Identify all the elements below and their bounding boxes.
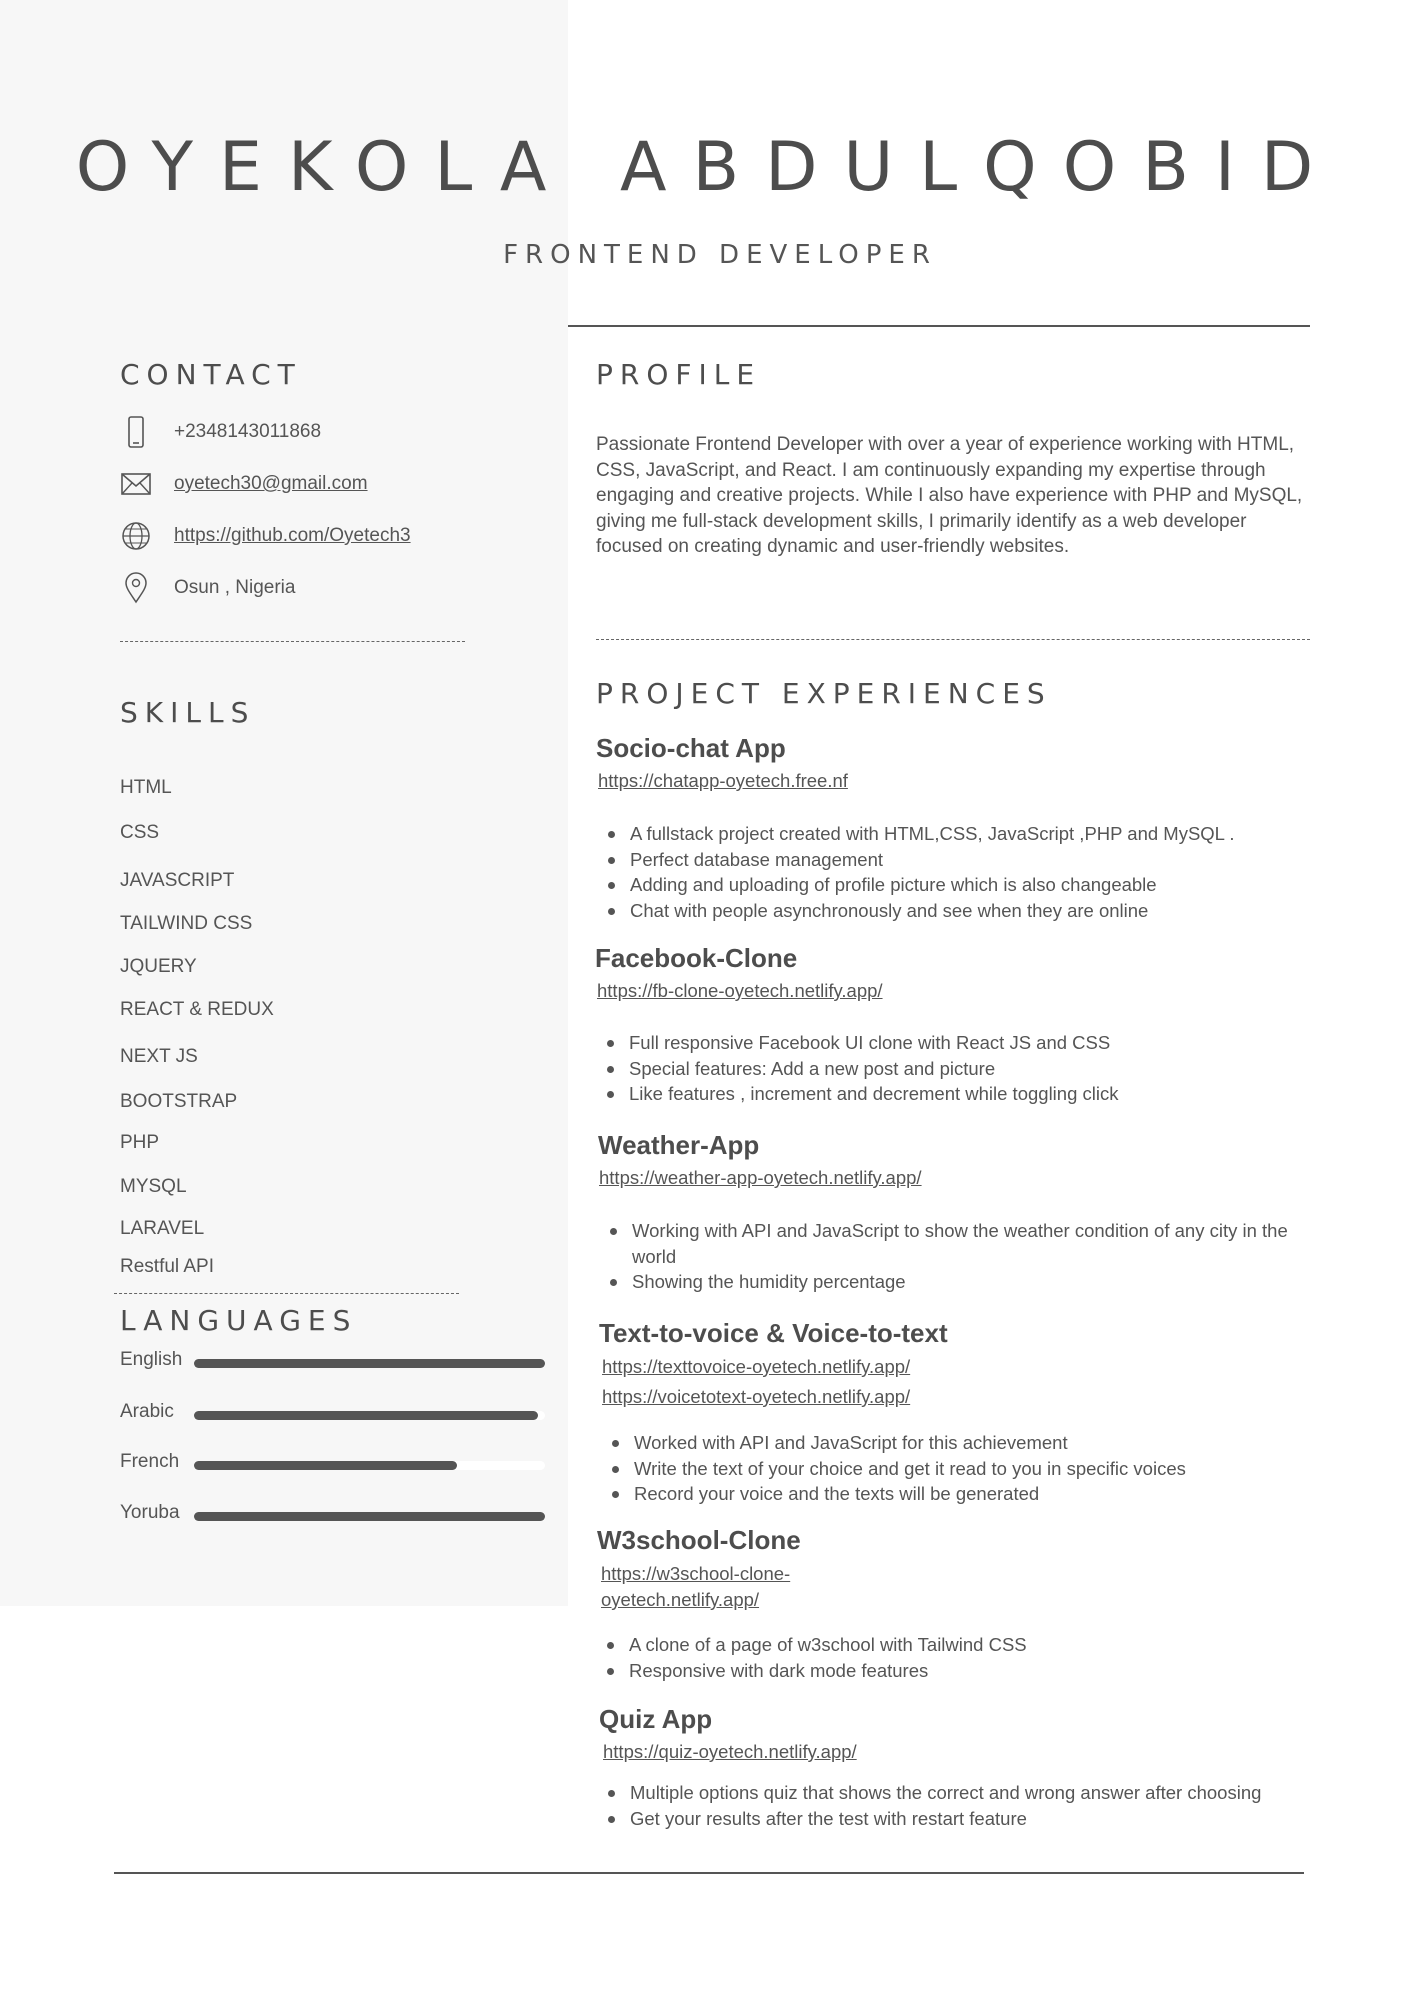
list-item: Chat with people asynchronously and see when they are online (606, 898, 1306, 924)
profile-summary: Passionate Frontend Developer with over a year of experience working with HTML, CSS, JavaScript, and React. I am continuously expanding my expertise through engaging and creative projects. While I also have experience with PHP and MySQL, giving me full-stack development skills, I primarily identify as a web developer focused on creating dynamic and user-friendly websites. (596, 434, 1303, 557)
list-item: Write the text of your choice and get it read to you in specific voices (610, 1456, 1310, 1482)
language-name: Arabic (120, 1401, 174, 1422)
candidate-name: OYEKOLA ABDULQOBID (75, 128, 1340, 207)
project-bullets (606, 1780, 1316, 1831)
list-item: Special features: Add a new post and picture (605, 1056, 1305, 1082)
profile-divider (596, 639, 1310, 640)
phone-icon (120, 414, 152, 450)
list-item: Showing the humidity percentage (608, 1269, 1318, 1295)
skills-heading: SKILLS (120, 696, 256, 729)
project-title: W3school-Clone (597, 1525, 801, 1555)
project-link[interactable]: oyetech.netlify.app/ (601, 1589, 760, 1610)
list-item: Multiple options quiz that shows the correct and wrong answer after choosing (606, 1780, 1316, 1806)
list-item: A fullstack project created with HTML,CSS, JavaScript ,PHP and MySQL . (606, 821, 1306, 847)
contact-phone (120, 412, 321, 452)
language-name: English (120, 1349, 183, 1370)
project-bullets (610, 1430, 1310, 1507)
footer-divider (114, 1872, 1304, 1874)
language-name: French (120, 1451, 180, 1472)
list-item: Full responsive Facebook UI clone with React JS and CSS (605, 1030, 1305, 1056)
contact-location (120, 568, 295, 608)
language-row (120, 1451, 545, 1477)
language-row (120, 1401, 545, 1427)
list-item: Get your results after the test with restart feature (606, 1806, 1316, 1832)
language-level-fill (194, 1359, 545, 1368)
skill-item: TAILWIND CSS (120, 913, 253, 934)
globe-icon (120, 518, 152, 554)
phone-number: +2348143011868 (174, 421, 322, 442)
list-item: A clone of a page of w3school with Tailwind CSS (605, 1632, 1305, 1658)
project-title: Weather-App (598, 1130, 760, 1160)
language-level-bar (194, 1359, 545, 1368)
project-link[interactable]: https://texttovoice-oyetech.netlify.app/ (602, 1356, 911, 1377)
skill-item: CSS (120, 822, 160, 843)
list-item: Record your voice and the texts will be generated (610, 1481, 1310, 1507)
email-link[interactable]: oyetech30@gmail.com (174, 473, 368, 494)
contact-github (120, 516, 411, 556)
skill-item: Restful API (120, 1256, 214, 1277)
contact-heading: CONTACT (120, 358, 302, 391)
skill-item: REACT & REDUX (120, 999, 274, 1020)
github-link[interactable]: https://github.com/Oyetech3 (174, 525, 411, 546)
location-pin-icon (120, 570, 152, 606)
skill-item: JQUERY (120, 956, 197, 977)
languages-heading: LANGUAGES (120, 1304, 358, 1337)
contact-email (120, 464, 368, 504)
list-item: Responsive with dark mode features (605, 1658, 1305, 1684)
project-title: Socio-chat App (596, 733, 786, 763)
project-title: Text-to-voice & Voice-to-text (599, 1318, 948, 1348)
language-level-fill (194, 1512, 545, 1521)
project-bullets (605, 1030, 1305, 1107)
language-level-bar (194, 1512, 545, 1521)
projects-heading: PROJECT EXPERIENCES (596, 677, 1052, 710)
language-level-bar (194, 1411, 545, 1420)
language-row (120, 1349, 545, 1375)
project-link[interactable]: https://w3school-clone- (601, 1563, 791, 1584)
list-item: Working with API and JavaScript to show the weather condition of any city in the world (608, 1218, 1318, 1269)
skill-item: BOOTSTRAP (120, 1091, 238, 1112)
project-bullets (605, 1632, 1305, 1683)
job-title: FRONTEND DEVELOPER (503, 240, 937, 270)
header-divider (568, 325, 1310, 327)
skills-divider (114, 1293, 459, 1294)
location-text: Osun , Nigeria (174, 577, 296, 598)
skill-item: JAVASCRIPT (120, 870, 235, 891)
list-item: Worked with API and JavaScript for this achievement (610, 1430, 1310, 1456)
project-title: Quiz App (599, 1704, 713, 1734)
project-link[interactable]: https://fb-clone-oyetech.netlify.app/ (597, 980, 883, 1001)
language-level-fill (194, 1461, 457, 1470)
profile-heading: PROFILE (596, 358, 762, 391)
skill-item: PHP (120, 1132, 160, 1153)
list-item: Perfect database management (606, 847, 1306, 873)
language-name: Yoruba (120, 1502, 180, 1523)
language-level-bar (194, 1461, 545, 1470)
skill-item: NEXT JS (120, 1046, 198, 1067)
skill-item: MYSQL (120, 1176, 187, 1197)
project-bullets (608, 1218, 1318, 1295)
language-level-fill (194, 1411, 538, 1420)
project-link[interactable]: https://chatapp-oyetech.free.nf (598, 770, 848, 791)
contact-divider (120, 641, 465, 642)
project-title: Facebook-Clone (595, 943, 798, 973)
project-bullets (606, 821, 1306, 923)
skill-item: LARAVEL (120, 1218, 205, 1239)
list-item: Like features , increment and decrement while toggling click (605, 1081, 1305, 1107)
envelope-icon (120, 466, 152, 502)
skill-item: HTML (120, 777, 172, 798)
language-row (120, 1502, 545, 1528)
project-link[interactable]: https://weather-app-oyetech.netlify.app/ (599, 1167, 922, 1188)
project-link[interactable]: https://quiz-oyetech.netlify.app/ (603, 1741, 857, 1762)
project-link[interactable]: https://voicetotext-oyetech.netlify.app/ (602, 1386, 911, 1407)
list-item: Adding and uploading of profile picture which is also changeable (606, 872, 1306, 898)
